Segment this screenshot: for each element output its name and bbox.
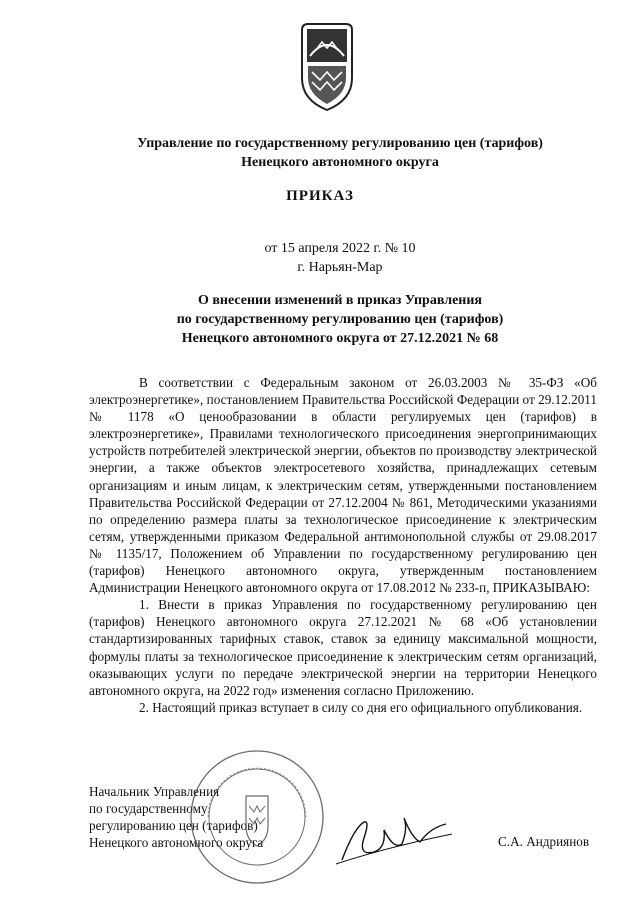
subject-line-3: Ненецкого автономного округа от 27.12.2021 № 68 — [181, 331, 499, 346]
document-city: г. Нарьян-Мар — [297, 260, 383, 275]
signatory-line-4: Ненецкого автономного округа — [89, 835, 264, 851]
order-item-1: 1. Внести в приказ Управления по государственному регулированию цен (тарифов) Ненецкого автономного округа 27.12.2021 № 68 «Об установлении стандартизированных тарифных ставок, ставок за единицу максимальной мощности, формулы платы за технологическое присоединение к электрическим сетям организаций, оказывающих услуги по передаче электрической энергии на территории Ненецкого автономного округа, на 2022 год» изменения согласно Приложению. — [89, 597, 597, 698]
signatory-line-1: Начальник Управления — [89, 784, 220, 799]
signatory-line-3: регулированию цен (тарифов) — [89, 818, 258, 834]
subject-line-1: О внесении изменений в приказ Управления — [197, 293, 482, 308]
document-subject — [60, 291, 620, 348]
org-line-2: Ненецкого автономного округа — [241, 155, 439, 170]
document-body — [89, 374, 597, 716]
subject-line-2: по государственному регулированию цен (тарифов) — [176, 312, 504, 327]
document-date: от 15 апреля 2022 г. № 10 — [264, 241, 416, 256]
order-item-2: 2. Настоящий приказ вступает в силу со дня его официального опубликования. — [139, 699, 583, 715]
signatory-name: С.А. Андриянов — [498, 834, 590, 849]
org-line-1: Управление по государственному регулированию цен (тарифов) — [137, 136, 543, 151]
preamble-paragraph: В соответствии с Федеральным законом от 26.03.2003 № 35-ФЗ «Об электроэнергетике», постановлением Правительства Российской Федерации от 29.12.2011 № 1178 «О ценообразовании в области регулируемых цен (тарифов) в электроэнергетике», Правилами технологического присоединения энергопринимающих устройств потребителей электрической энергии, объектов по производству электрической энергии, а также объектов электросетевого хозяйства, принадлежащих сетевым организациям и иным лицам, к электрическим сетям, утвержденными постановлением Правительства Российской Федерации от 27.12.2004 № 861, Методическими указаниями по определению размера платы за технологическое присоединение к электрическим сетям, утвержденными приказом Федеральной антимонопольной службы от 29.08.2017 № 1135/17, Положением об Управлении по государственному регулированию цен (тарифов) Ненецкого автономного округа, утвержденным постановлением Администрации Ненецкого автономного округа от 17.08.2012 № 233-п, ПРИКАЗЫВАЮ: — [89, 375, 597, 596]
coat-of-arms-emblem — [298, 20, 356, 112]
date-and-city — [60, 239, 620, 277]
document-type: ПРИКАЗ — [286, 188, 354, 204]
signatory-line-2: по государственному — [89, 801, 208, 817]
handwritten-signature — [334, 808, 454, 868]
organization-title — [60, 134, 620, 172]
official-stamp — [188, 748, 326, 886]
